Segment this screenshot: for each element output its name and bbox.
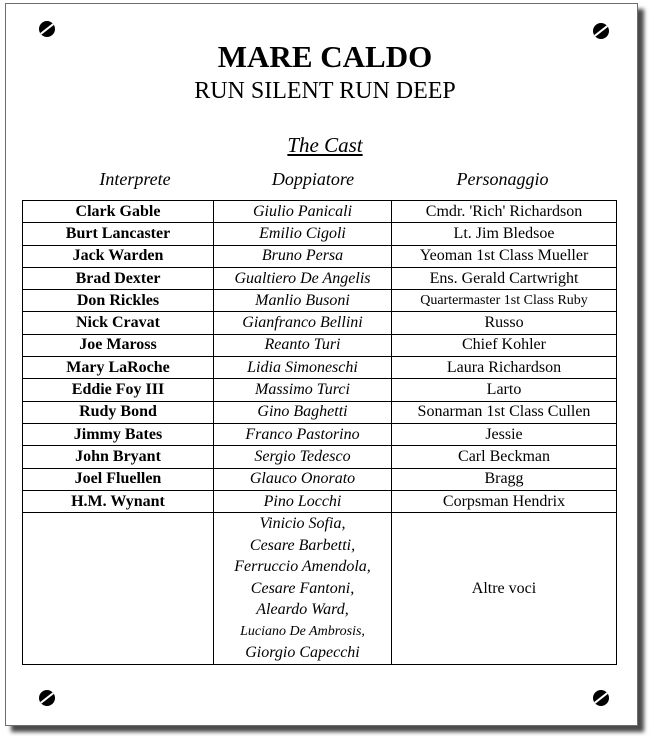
dubber-cell: Gualtiero De Angelis — [214, 267, 392, 289]
column-header-doppiatore: Doppiatore — [271, 169, 355, 189]
table-row — [23, 468, 617, 490]
table-row — [23, 357, 617, 379]
actor-cell: Nick Cravat — [23, 312, 214, 334]
actor-cell: H.M. Wynant — [23, 490, 214, 512]
table-row — [23, 401, 617, 423]
dubber-cell: Massimo Turci — [214, 379, 392, 401]
dubber-cell: Emilio Cigoli — [214, 223, 392, 245]
dubber-cell: Gino Baghetti — [214, 401, 392, 423]
other-voice-name: Ferruccio Amendola, — [234, 558, 371, 576]
actor-cell-empty — [23, 513, 214, 665]
screw-icon — [593, 23, 609, 39]
table-row-other-voices — [23, 513, 617, 665]
dubber-cell: Franco Pastorino — [214, 423, 392, 445]
role-cell: Quartermaster 1st Class Ruby — [392, 290, 617, 312]
role-cell: Russo — [392, 312, 617, 334]
role-cell: Bragg — [392, 468, 617, 490]
table-row — [23, 245, 617, 267]
other-voice-name: Cesare Barbetti, — [249, 536, 356, 554]
screw-icon — [39, 21, 55, 37]
table-row — [23, 290, 617, 312]
other-voice-name: Aleardo Ward, — [256, 601, 349, 619]
actor-cell: Don Rickles — [23, 290, 214, 312]
role-cell: Lt. Jim Bledsoe — [392, 223, 617, 245]
actor-cell: John Bryant — [23, 446, 214, 468]
actor-cell: Jimmy Bates — [23, 423, 214, 445]
role-cell: Yeoman 1st Class Mueller — [392, 245, 617, 267]
column-header-personaggio: Personaggio — [456, 169, 549, 189]
other-voice-name: Vinicio Sofia, — [259, 515, 346, 533]
table-row — [23, 312, 617, 334]
table-row — [23, 423, 617, 445]
role-cell: Cmdr. 'Rich' Richardson — [392, 201, 617, 223]
dubber-cell: Giulio Panicali — [214, 201, 392, 223]
actor-cell: Burt Lancaster — [23, 223, 214, 245]
dubber-cell: Pino Locchi — [214, 490, 392, 512]
table-row — [23, 201, 617, 223]
role-cell: Jessie — [392, 423, 617, 445]
role-cell: Sonarman 1st Class Cullen — [392, 401, 617, 423]
dubber-cell: Gianfranco Bellini — [214, 312, 392, 334]
cast-heading: The Cast — [287, 133, 363, 157]
actor-cell: Brad Dexter — [23, 267, 214, 289]
actor-cell: Clark Gable — [23, 201, 214, 223]
dubber-cell: Bruno Persa — [214, 245, 392, 267]
role-cell: Corpsman Hendrix — [392, 490, 617, 512]
role-cell: Laura Richardson — [392, 357, 617, 379]
dubber-cell: Manlio Busoni — [214, 290, 392, 312]
table-row — [23, 334, 617, 356]
actor-cell: Jack Warden — [23, 245, 214, 267]
dubber-cell: Reanto Turi — [214, 334, 392, 356]
other-voice-name: Luciano De Ambrosis, — [240, 623, 365, 639]
other-voices-role-cell: Altre voci — [392, 513, 617, 665]
column-header-interprete: Interprete — [99, 169, 171, 189]
page-subtitle: RUN SILENT RUN DEEP — [194, 78, 456, 104]
actor-cell: Rudy Bond — [23, 401, 214, 423]
table-row — [23, 446, 617, 468]
dubber-cell: Glauco Onorato — [214, 468, 392, 490]
screw-icon — [39, 690, 55, 706]
dubber-cell: Sergio Tedesco — [214, 446, 392, 468]
actor-cell: Joe Maross — [23, 334, 214, 356]
actor-cell: Mary LaRoche — [23, 357, 214, 379]
table-row — [23, 490, 617, 512]
actor-cell: Eddie Foy III — [23, 379, 214, 401]
role-cell: Ens. Gerald Cartwright — [392, 267, 617, 289]
page-title: MARE CALDO — [217, 39, 433, 74]
other-voices-dubbers-cell — [214, 513, 392, 665]
other-voice-name: Cesare Fantoni, — [250, 579, 355, 597]
role-cell: Chief Kohler — [392, 334, 617, 356]
table-row — [23, 267, 617, 289]
other-voice-name: Giorgio Capecchi — [245, 644, 360, 662]
role-cell: Larto — [392, 379, 617, 401]
dubber-cell: Lidia Simoneschi — [214, 357, 392, 379]
table-row — [23, 223, 617, 245]
cast-table — [22, 200, 617, 665]
actor-cell: Joel Fluellen — [23, 468, 214, 490]
role-cell: Carl Beckman — [392, 446, 617, 468]
table-row — [23, 379, 617, 401]
screw-icon — [593, 690, 609, 706]
